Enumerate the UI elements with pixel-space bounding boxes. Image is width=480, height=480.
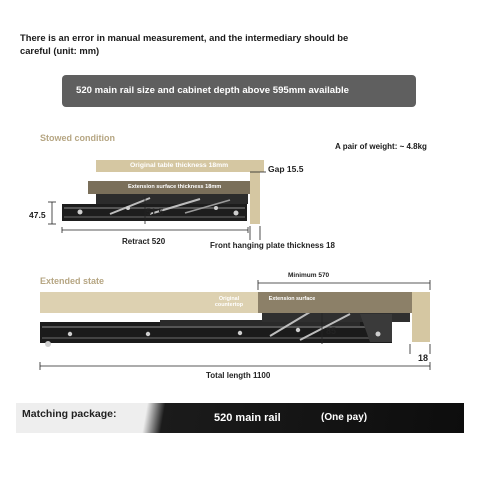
extension-surface-thickness-label: Extension surface thickness 18mm [128,184,222,190]
front-plate-thickness-label: Front hanging plate thickness 18 [210,241,335,250]
retract-length-label: Retract 520 [122,237,166,246]
matching-package-label: Matching package: [22,408,117,420]
stowed-condition-title: Stowed condition [40,133,115,143]
original-countertop-label: Original countertop [214,296,244,308]
total-length-label: Total length 1100 [206,371,271,380]
height-51-5-label: 51.5 [146,207,164,217]
info-banner-text: 520 main rail size and cabinet depth above 595mm available [76,85,350,96]
package-rail-label: 520 main rail [214,412,281,424]
height-47-5-label: 47.5 [29,210,46,220]
front-18-label: 18 [418,353,429,363]
front-hanging-plate-extended [412,292,430,342]
original-table-thickness-label: Original table thickness 18mm [130,162,229,169]
gap-label: Gap 15.5 [268,164,304,174]
extended-rail [40,308,410,347]
measurement-note: There is an error in manual measurement, and the intermediary should be careful (unit: mm) [20,32,349,56]
extension-surface-label: Extension surface [268,296,316,302]
height-85-label: 85 [326,326,337,336]
pair-weight-label: A pair of weight: ~ 4.8kg [335,142,427,151]
extended-state-title: Extended state [40,276,105,286]
minimum-length-label: Minimum 570 [288,272,330,279]
package-quantity-label: (One pay) [321,412,368,423]
